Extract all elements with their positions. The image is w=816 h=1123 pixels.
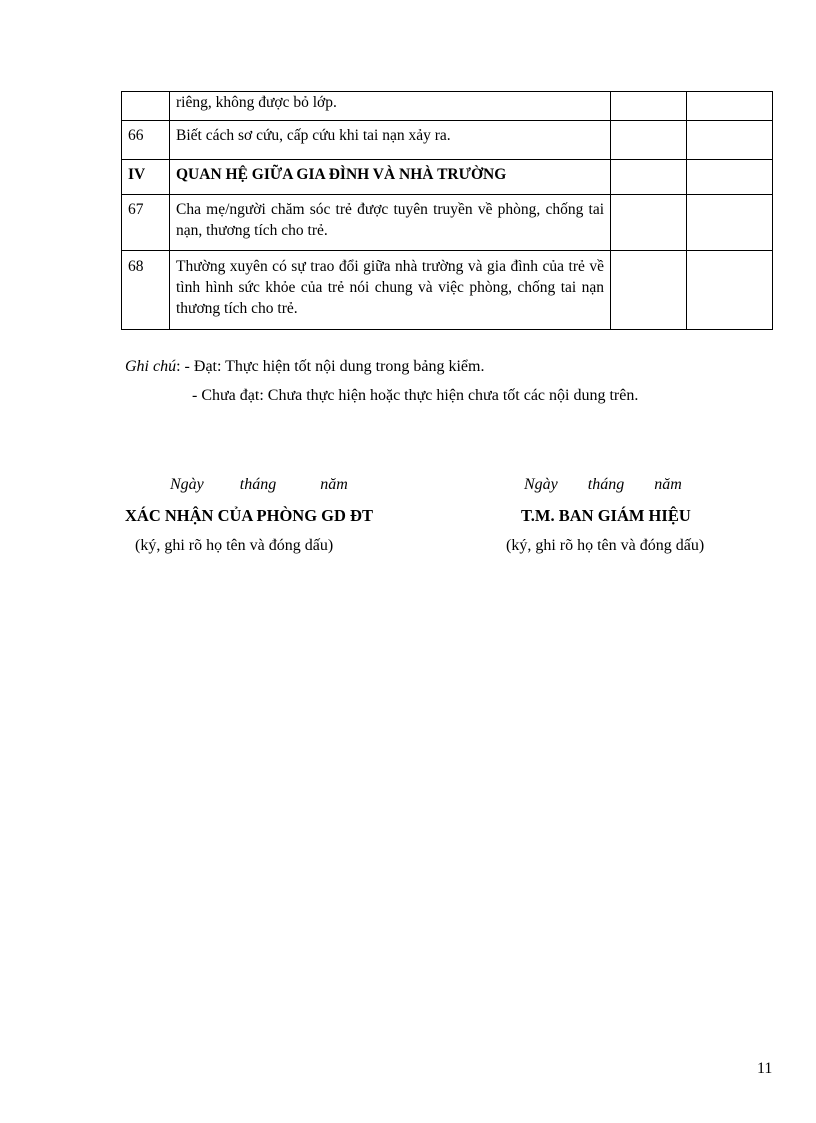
- date-day: Ngày: [524, 476, 558, 493]
- right-date-line: [524, 476, 682, 494]
- result-cell-achieved: [611, 160, 687, 195]
- result-cell-not-achieved: [687, 195, 773, 251]
- note-line-1: [125, 357, 484, 377]
- result-cell-achieved: [611, 251, 687, 330]
- date-year: năm: [654, 476, 682, 493]
- note-label: Ghi chú: [125, 358, 177, 375]
- date-year: năm: [320, 476, 348, 493]
- table-row: [122, 121, 773, 160]
- section-header-row: [122, 160, 773, 195]
- note-achieved-text: : - Đạt: Thực hiện tốt nội dung trong bảng kiểm.: [176, 358, 485, 375]
- result-cell-not-achieved: [687, 92, 773, 121]
- row-content: riêng, không được bỏ lớp.: [170, 92, 611, 121]
- result-cell-not-achieved: [687, 251, 773, 330]
- row-number: 68: [122, 251, 170, 330]
- row-content: Thường xuyên có sự trao đổi giữa nhà trường và gia đình của trẻ về tình hình sức khỏe của trẻ nói chung và việc phòng, chống tai nạn thương tích cho trẻ.: [170, 251, 611, 330]
- left-signature-title: XÁC NHẬN CỦA PHÒNG GD ĐT: [125, 506, 373, 525]
- date-month: tháng: [239, 476, 277, 493]
- result-cell-not-achieved: [687, 160, 773, 195]
- right-signature-instruction: (ký, ghi rõ họ tên và đóng dấu): [506, 537, 705, 554]
- right-signature-title: T.M. BAN GIÁM HIỆU: [521, 506, 691, 525]
- result-cell-achieved: [611, 121, 687, 160]
- left-signature-instruction: (ký, ghi rõ họ tên và đóng dấu): [135, 537, 334, 554]
- section-number: IV: [122, 160, 170, 195]
- note-line-2: - Chưa đạt: Chưa thực hiện hoặc thực hiện chưa tốt các nội dung trên.: [192, 387, 639, 404]
- result-cell-not-achieved: [687, 121, 773, 160]
- result-cell-achieved: [611, 92, 687, 121]
- row-content: Biết cách sơ cứu, cấp cứu khi tai nạn xảy ra.: [170, 121, 611, 160]
- section-title: QUAN HỆ GIỮA GIA ĐÌNH VÀ NHÀ TRƯỜNG: [170, 160, 611, 195]
- table-row: [122, 92, 773, 121]
- row-content: Cha mẹ/người chăm sóc trẻ được tuyên truyền về phòng, chống tai nạn, thương tích cho trẻ.: [170, 195, 611, 251]
- date-day: Ngày: [170, 476, 204, 493]
- table-row: [122, 251, 773, 330]
- result-cell-achieved: [611, 195, 687, 251]
- row-number: [122, 92, 170, 121]
- left-date-line: [170, 476, 348, 494]
- checklist-table: [121, 91, 773, 330]
- date-month: tháng: [587, 476, 625, 493]
- table-row: [122, 195, 773, 251]
- row-number: 66: [122, 121, 170, 160]
- page-number: 11: [757, 1060, 773, 1077]
- row-number: 67: [122, 195, 170, 251]
